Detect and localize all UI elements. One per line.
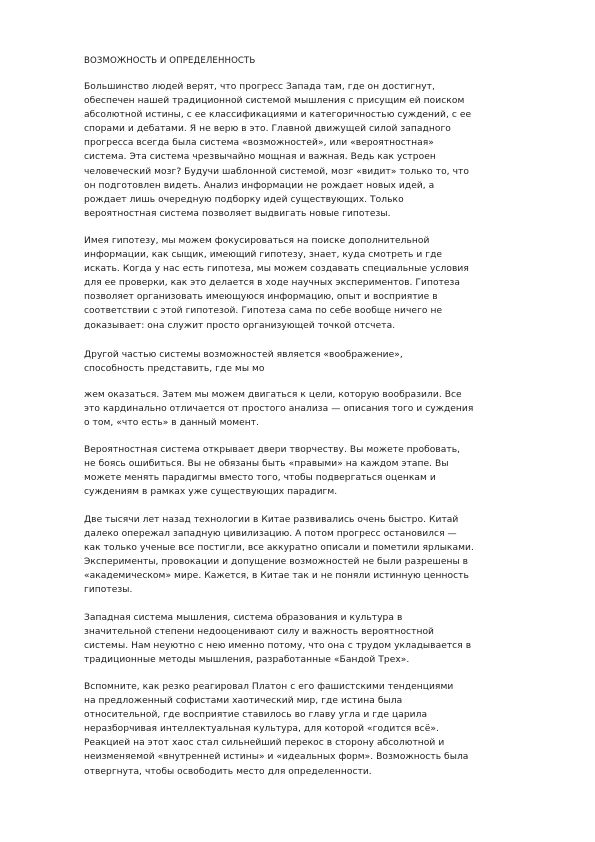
text-line: гипотезы. bbox=[84, 585, 133, 596]
paragraph bbox=[84, 513, 524, 598]
text-line: как только ученые все постигли, все аккуратно описали и пометили ярлыками. bbox=[84, 543, 474, 554]
text-line: позволяет организовать имеющуюся информацию, опыт и восприятие в bbox=[84, 292, 438, 303]
text-line: о том, «что есть» в данный момент. bbox=[84, 418, 260, 429]
text-line: спорами и дебатами. Я не верю в это. Главной движущей силой западного bbox=[84, 124, 451, 135]
document-title: ВОЗМОЖНОСТЬ И ОПРЕДЕЛЕННОСТЬ bbox=[84, 56, 256, 66]
text-line: можете менять парадигмы вместо того, чтобы подвергаться оценкам и bbox=[84, 473, 436, 484]
text-line: Вспомните, как резко реагировал Платон с его фашистскими тенденциями bbox=[84, 682, 454, 692]
paragraph bbox=[84, 680, 524, 779]
paragraph bbox=[84, 234, 524, 333]
paragraph bbox=[84, 80, 524, 221]
text-line: система. Эта система чрезвычайно мощная и важная. Ведь как устроен bbox=[84, 152, 436, 163]
text-line: искать. Когда у нас есть гипотеза, мы можем создавать специальные условия bbox=[84, 264, 469, 275]
text-line: неразборчивая интеллектуальная культура, для которой «годится всё». bbox=[84, 724, 439, 735]
text-line: Большинство людей верят, что прогресс Запада там, где он достигнут, bbox=[84, 82, 435, 92]
text-line: он подготовлен видеть. Анализ информации не рождает новых идей, а bbox=[84, 180, 435, 191]
text-line: далеко опережал западную цивилизацию. А потом прогресс остановился — bbox=[84, 529, 457, 540]
text-line: рождает лишь очередную подборку идей существующих. Только bbox=[84, 194, 404, 205]
text-line: доказывает: она служит просто организующей точкой отсчета. bbox=[84, 320, 396, 331]
paragraph bbox=[84, 388, 524, 430]
paragraph bbox=[84, 348, 524, 376]
paragraph bbox=[84, 443, 524, 499]
text-line: Западная система мышления, система образования и культура в bbox=[84, 613, 403, 623]
text-line: прогресса всегда была система «возможностей», или «вероятностная» bbox=[84, 138, 434, 149]
text-line: для ее проверки, как это делается в ходе научных экспериментов. Гипотеза bbox=[84, 278, 461, 289]
text-line: обеспечен нашей традиционной системой мышления с присущим ей поиском bbox=[84, 96, 465, 107]
text-line: неизменяемой «внутренней истины» и «идеальных форм». Возможность была bbox=[84, 752, 469, 763]
text-line: Имея гипотезу, мы можем фокусироваться на поиске дополнительной bbox=[84, 236, 430, 246]
text-line: Вероятностная система открывает двери творчеству. Вы можете пробовать, bbox=[84, 445, 461, 455]
text-line: жем оказаться. Затем мы можем двигаться к цели, которую вообразили. Все bbox=[84, 390, 462, 400]
text-line: на предложенный софистами хаотический мир, где истина была bbox=[84, 696, 403, 707]
text-line: вероятностная система позволяет выдвигать новые гипотезы. bbox=[84, 208, 391, 219]
text-line: значительной степени недооценивают силу и важность вероятностной bbox=[84, 627, 435, 638]
text-line: традиционные методы мышления, разработанные «Бандой Трех». bbox=[84, 655, 410, 666]
text-line: это кардинально отличается от простого анализа — описания того и суждения bbox=[84, 404, 474, 415]
text-line: Другой частью системы возможностей является «воображение», bbox=[84, 350, 403, 360]
text-line: «академическом» мире. Кажется, в Китае так и не поняли истинную ценность bbox=[84, 571, 469, 582]
text-line: системы. Нам неуютно с нею именно потому, что она с трудом укладывается в bbox=[84, 641, 472, 652]
text-line: относительной, где восприятие ставилось во главу угла и где царила bbox=[84, 710, 428, 721]
text-line: не боясь ошибиться. Вы не обязаны быть «правыми» на каждом этапе. Вы bbox=[84, 459, 449, 470]
text-line: абсолютной истины, с ее классификациями и категоричностью суждений, с ее bbox=[84, 110, 472, 121]
text-line: Две тысячи лет назад технологии в Китае развивались очень быстро. Китай bbox=[84, 515, 459, 525]
text-line: Реакцией на этот хаос стал сильнейший перекос в сторону абсолютной и bbox=[84, 738, 445, 749]
text-line: способность представить, где мы мо bbox=[84, 364, 265, 375]
text-line: соответствии с этой гипотезой. Гипотеза сама по себе вообще ничего не bbox=[84, 306, 443, 317]
text-line: Эксперименты, провокации и допущение возможностей не были разрешены в bbox=[84, 557, 469, 568]
text-line: суждениям в рамках уже существующих парадигм. bbox=[84, 487, 338, 498]
text-line: информации, как сыщик, имеющий гипотезу, знает, куда смотреть и где bbox=[84, 250, 443, 261]
text-line: человеческий мозг? Будучи шаблонной системой, мозг «видит» только то, что bbox=[84, 166, 469, 177]
paragraph bbox=[84, 611, 524, 667]
text-line: отвергнута, чтобы освободить место для определенности. bbox=[84, 766, 372, 777]
